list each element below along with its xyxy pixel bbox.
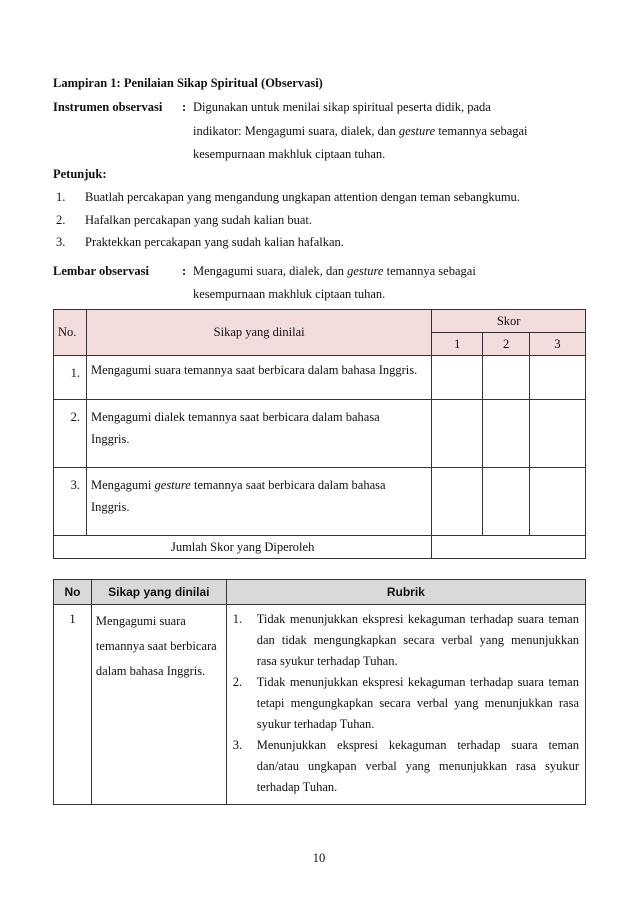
petunjuk-num-3: 3. <box>56 235 66 249</box>
score-cell[interactable] <box>432 400 483 468</box>
row-num: 3. <box>54 468 87 536</box>
table-row <box>54 468 586 536</box>
petunjuk-num-1: 1. <box>56 190 66 204</box>
instrumen-colon: : <box>182 100 187 114</box>
lembar-line1: Mengagumi suara, dialek, dan gesture temannya sebagai <box>193 264 476 278</box>
header-sikap: Sikap yang dinilai <box>86 310 431 356</box>
header-skor: Skor <box>432 310 586 333</box>
score-cell[interactable] <box>483 400 530 468</box>
rubric-table <box>53 579 586 805</box>
rubric-row-rubrik <box>226 605 585 805</box>
score-cell[interactable] <box>530 356 586 400</box>
total-row <box>54 536 586 559</box>
score-cell[interactable] <box>483 468 530 536</box>
header-skor-1: 1 <box>432 333 483 356</box>
table-row <box>54 356 586 400</box>
table-row <box>54 400 586 468</box>
heading: Lampiran 1: Penilaian Sikap Spiritual (Observasi) <box>53 76 323 90</box>
petunjuk-num-2: 2. <box>56 213 66 227</box>
petunjuk-label: Petunjuk: <box>53 167 107 181</box>
instrumen-line3: kesempurnaan makhluk ciptaan tuhan. <box>193 147 386 161</box>
petunjuk-text-1: Buatlah percakapan yang mengandung ungkapan attention dengan teman sebangkumu. <box>85 190 520 204</box>
page-number: 10 <box>312 851 326 865</box>
petunjuk-text-3: Praktekkan percakapan yang sudah kalian hafalkan. <box>85 235 344 249</box>
score-cell[interactable] <box>530 468 586 536</box>
rubric-row-sikap: Mengagumi suara temannya saat berbicara dalam bahasa Inggris. <box>91 605 226 805</box>
header-skor-2: 2 <box>483 333 530 356</box>
list-item: 2. Tidak menunjukkan ekspresi kekaguman terhadap suara teman tetapi mengungkapkan secara verbal yang menunjukkan rasa syukur terhadap Tuhan. <box>232 675 579 731</box>
list-item: 3. Menunjukkan ekspresi kekaguman terhadap suara teman dan/atau ungkapan verbal yang menunjukkan rasa syukur terhadap Tuhan. <box>232 738 579 794</box>
total-score-cell[interactable] <box>432 536 586 559</box>
row-sikap: Mengagumi gesture temannya saat berbicara dalam bahasa Inggris. <box>86 468 431 536</box>
rubric-header-row <box>54 580 586 605</box>
score-cell[interactable] <box>432 356 483 400</box>
rubric-header-rubrik: Rubrik <box>226 580 585 605</box>
list-item: 1. Tidak menunjukkan ekspresi kekaguman terhadap suara teman dan tidak mengungkapkan secara verbal yang menunjukkan rasa syukur terhadap Tuhan. <box>232 612 579 668</box>
total-label: Jumlah Skor yang Diperoleh <box>54 536 432 559</box>
observation-header-row <box>54 310 586 333</box>
lembar-label: Lembar observasi <box>53 264 149 278</box>
score-cell[interactable] <box>483 356 530 400</box>
rubric-header-no: No <box>54 580 92 605</box>
instrumen-line1: Digunakan untuk menilai sikap spiritual peserta didik, pada <box>193 100 491 114</box>
table-row <box>54 605 586 805</box>
header-no: No. <box>54 310 87 356</box>
score-cell[interactable] <box>432 468 483 536</box>
row-sikap: Mengagumi suara temannya saat berbicara dalam bahasa Inggris. <box>86 356 431 400</box>
lembar-line2: kesempurnaan makhluk ciptaan tuhan. <box>193 287 386 301</box>
rubric-header-sikap: Sikap yang dinilai <box>91 580 226 605</box>
header-skor-3: 3 <box>530 333 586 356</box>
petunjuk-text-2: Hafalkan percakapan yang sudah kalian buat. <box>85 213 312 227</box>
row-num: 2. <box>54 400 87 468</box>
instrumen-line2: indikator: Mengagumi suara, dialek, dan gesture temannya sebagai <box>193 124 528 138</box>
lembar-colon: : <box>182 264 187 278</box>
observation-table <box>53 309 586 559</box>
instrumen-label: Instrumen observasi <box>53 100 163 114</box>
rubric-row-num: 1 <box>54 605 92 805</box>
row-num: 1. <box>54 356 87 400</box>
score-cell[interactable] <box>530 400 586 468</box>
row-sikap: Mengagumi dialek temannya saat berbicara dalam bahasa Inggris. <box>86 400 431 468</box>
